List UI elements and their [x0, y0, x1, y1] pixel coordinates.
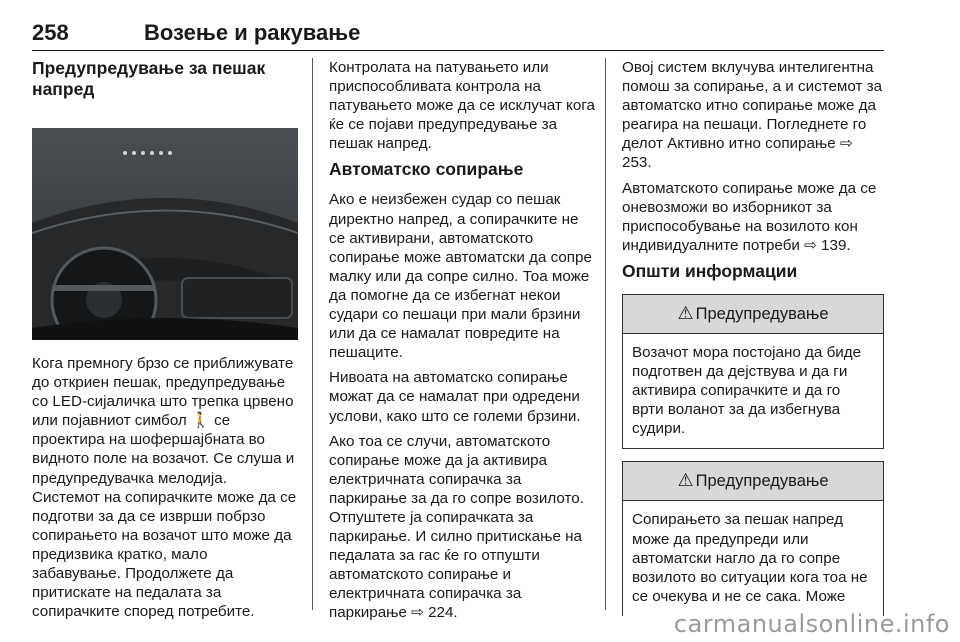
- page-header: [32, 20, 884, 51]
- dashboard-illustration: [32, 128, 298, 340]
- section-heading: Предупредување за пешак напред: [32, 58, 266, 99]
- warning-title: Предупредување: [695, 304, 829, 323]
- warning-body: Возачот мора постојано да биде подготвен да дејствува и да ги активира сопирачките и да го врти воланот за да избегнува судири.: [632, 343, 862, 438]
- column-divider: [605, 58, 606, 610]
- column-2: [329, 58, 595, 629]
- page-title: Возење и ракување: [144, 20, 361, 45]
- subsection-heading: Автоматско сопирање: [329, 159, 524, 180]
- body-paragraph: Ако тоа се случи, автоматското сопирање може да ја активира електричната сопирачка за паркирање за да го сопре возилото. Отпуштете ја сопирачката за паркирање. И силно притискање на педалата за гас ќе го отпушти автоматското сопирање и електричната сопирачка за паркирање ⇨ 224.: [329, 432, 584, 622]
- body-paragraph: Кога премногу брзо се приближувате до откриен пешак, предупредување со LED-сијаличка што трепка црвено или појавниот симбол 🚶 се проектира на шофершајбната во видното поле на возачот. Се слуша и предупредувачка мелодија. Системот на сопирачките може да се подготви за да се изврши побрзо сопирањето на возачот што може да предизвика кратко, мало забавување. Продолжете да притискате на педалата за сопирачките според потребите.: [32, 355, 297, 621]
- body-paragraph: Нивоата на автоматско сопирање можат да се намалат при одредени услови, како што се големи брзини.: [329, 369, 581, 425]
- warning-triangle-icon: ⚠: [677, 470, 694, 491]
- warning-header: [623, 462, 883, 501]
- warning-header: [623, 295, 883, 334]
- dashboard-figure: [32, 128, 298, 340]
- body-paragraph: Ако е неизбежен судар со пешак директно напред, а сопирачките не се активирани, автоматското сопирање може автоматски да сопре малку или да сопре силно. Тоа може да помогне да се избегнат некои судари со пешаци при мали брзини или да се намалат повредите на пешаците.: [329, 191, 592, 362]
- warning-box: [622, 294, 884, 449]
- column-1: [32, 58, 298, 627]
- warning-body: Сопирањето за пешак напред може да предупреди или автоматски нагло да го сопре возилото во ситуации кога тоа не се очекува и не се сака. Може: [632, 511, 868, 605]
- body-paragraph: Овој систем вклучува интелигентна помош за сопирање, а и системот за автоматско итно сопирање може да реагира на пешаци. Погледнете го делот Активно итно сопирање ⇨ 253.: [622, 59, 883, 172]
- column-divider: [312, 58, 313, 610]
- warning-box: [622, 461, 884, 615]
- subsection-heading: Општи информации: [622, 260, 798, 281]
- page-number: 258: [32, 20, 69, 45]
- column-3: [622, 58, 884, 628]
- body-paragraph: Контролата на патувањето или приспособливата контрола на патувањето може да се исклучат кога ќе се појави предупредување за пешак напред.: [329, 59, 595, 153]
- warning-title: Предупредување: [695, 472, 829, 491]
- warning-triangle-icon: ⚠: [677, 302, 694, 323]
- watermark: carmanualsonline.info: [673, 610, 950, 638]
- body-paragraph: Автоматското сопирање може да се оневозможи во изборникот за приспособување на возилото кон индивидуалните потреби ⇨ 139.: [622, 179, 877, 254]
